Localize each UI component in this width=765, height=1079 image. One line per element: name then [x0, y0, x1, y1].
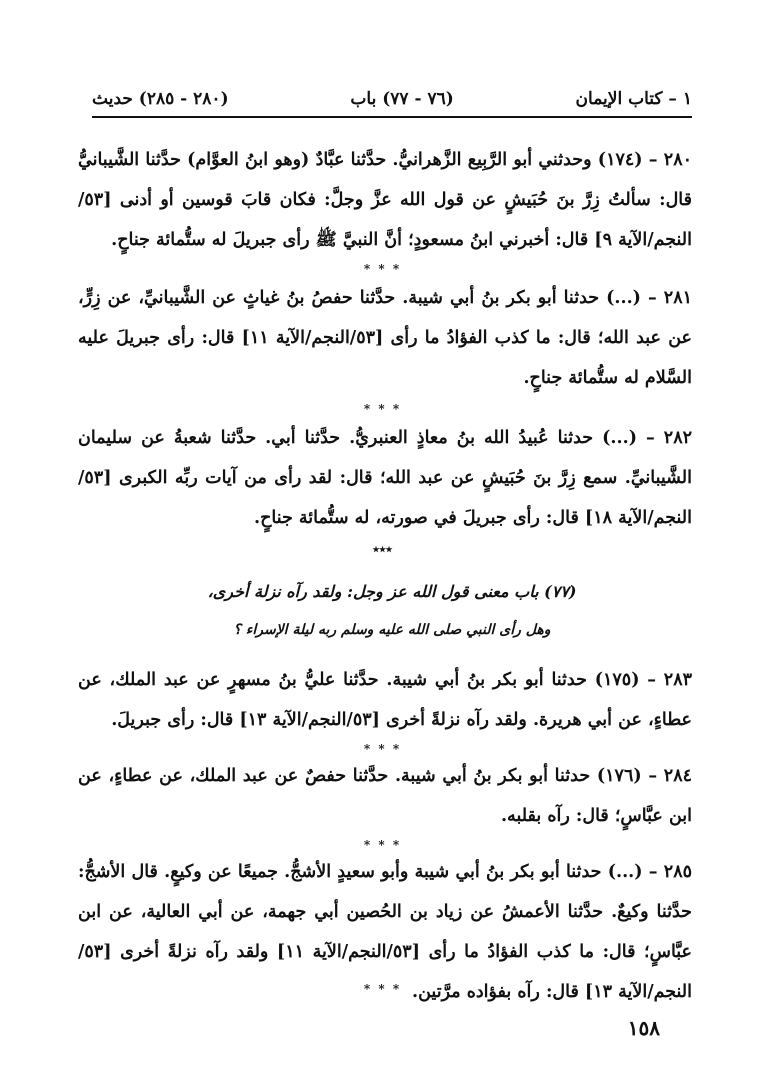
hadith-282: ٢٨٢ – (...) حدثنا عُبيدُ الله بنُ معاذٍ العنبريُّ. حدَّثنا أبي. حدَّثنا شعبةُ عن سليمان الشَّيبانيِّ. سمع زِرَّ بنَ حُبَيشٍ عن عبد الله؛ قال: لقد رأى من آيات ربِّه الكبرى [٥٣/النجم/الآية ١٨] قال: رأى جبريلَ في صورته، له ستُّمائة جناحٍ. — [78, 428, 692, 528]
hadith-284: ٢٨٤ – (١٧٦) حدثنا أبو بكر بنُ أبي شيبة. حدَّثنا حفصٌ عن عبد الملك، عن عطاءٍ، عن ابن عبَّاسٍ؛ قال: رآه بقلبه. — [78, 766, 692, 826]
separator-stars: * * * — [363, 262, 402, 276]
header-hadith-range: (٢٨٠ - ٢٨٥) حديث — [92, 89, 229, 109]
header-book-title: ١ – كتاب الإيمان — [575, 89, 692, 109]
chapter-subtitle: وهل رأى النبي صلى الله عليه وسلم ربه ليلة الإسراء ؟ — [233, 622, 551, 638]
page-number: ١٥٨ — [627, 1016, 660, 1040]
separator-stars: * * * — [363, 402, 402, 416]
hadith-283: ٢٨٣ – (١٧٥) حدثنا أبو بكر بنُ أبي شيبة. حدَّثنا عليُّ بنُ مسهرٍ عن عبد الملك، عن عطاءٍ، عن أبي هريرة. ولقد رآه نزلةً أخرى [٥٣/النجم/الآية ١٣] قال: رأى جبريلَ. — [78, 670, 692, 730]
running-header — [92, 86, 692, 112]
chapter-title: (٧٧) باب معنى قول الله عز وجل: ولقد رآه نزلة أخرى، — [207, 582, 577, 601]
separator-stars: ٭٭٭ — [372, 542, 393, 556]
separator-stars: * * * — [363, 742, 402, 756]
hadith-285: ٢٨٥ – (...) حدثنا أبو بكر بنُ أبي شيبة وأبو سعيدٍ الأشجُّ. جميعًا عن وكيعٍ. قال الأشجُّ: حدَّثنا وكيعٌ. حدَّثنا الأعمشُ عن زياد بن الحُصين أبي جهمة، عن أبي العالية، عن ابن عبَّاسٍ؛ قال: ما كذب الفؤادُ ما رأى [٥٣/النجم/الآية ١١] ولقد رآه نزلةً أخرى [٥٣/النجم/الآية ١٣] قال: رآه بفؤاده مرَّتين. — [78, 862, 693, 1002]
separator-stars: * * * — [363, 982, 402, 996]
hadith-281: ٢٨١ – (...) حدثنا أبو بكر بنُ أبي شيبة. حدَّثنا حفصُ بنُ غياثٍ عن الشَّيبانيِّ، عن زِرٍّ، عن عبد الله؛ قال: ما كذب الفؤادُ ما رأى [٥٣/النجم/الآية ١١] قال: رأى جبريلَ عليه السَّلام له ستُّمائة جناحٍ. — [78, 288, 692, 388]
header-rule — [92, 116, 692, 118]
separator-stars: * * * — [363, 838, 402, 852]
header-chapter-range: (٧٦ - ٧٧) باب — [350, 89, 454, 109]
hadith-280: ٢٨٠ – (١٧٤) وحدثني أبو الرَّبِيع الزَّهرانيُّ. حدَّثنا عبَّادٌ (وهو ابنُ العوَّام) حدَّثنا الشَّيبانيُّ قال: سألتُ زِرَّ بنَ حُبَيشٍ عن قول الله عزَّ وجلَّ: فكان قابَ قوسين أو أدنى [٥٣/النجم/الآية ٩] قال: أخبرني ابنُ مسعودٍ؛ أنَّ النبيَّ ﷺ رأى جبريلَ له ستُّمائة جناحٍ. — [78, 150, 692, 250]
